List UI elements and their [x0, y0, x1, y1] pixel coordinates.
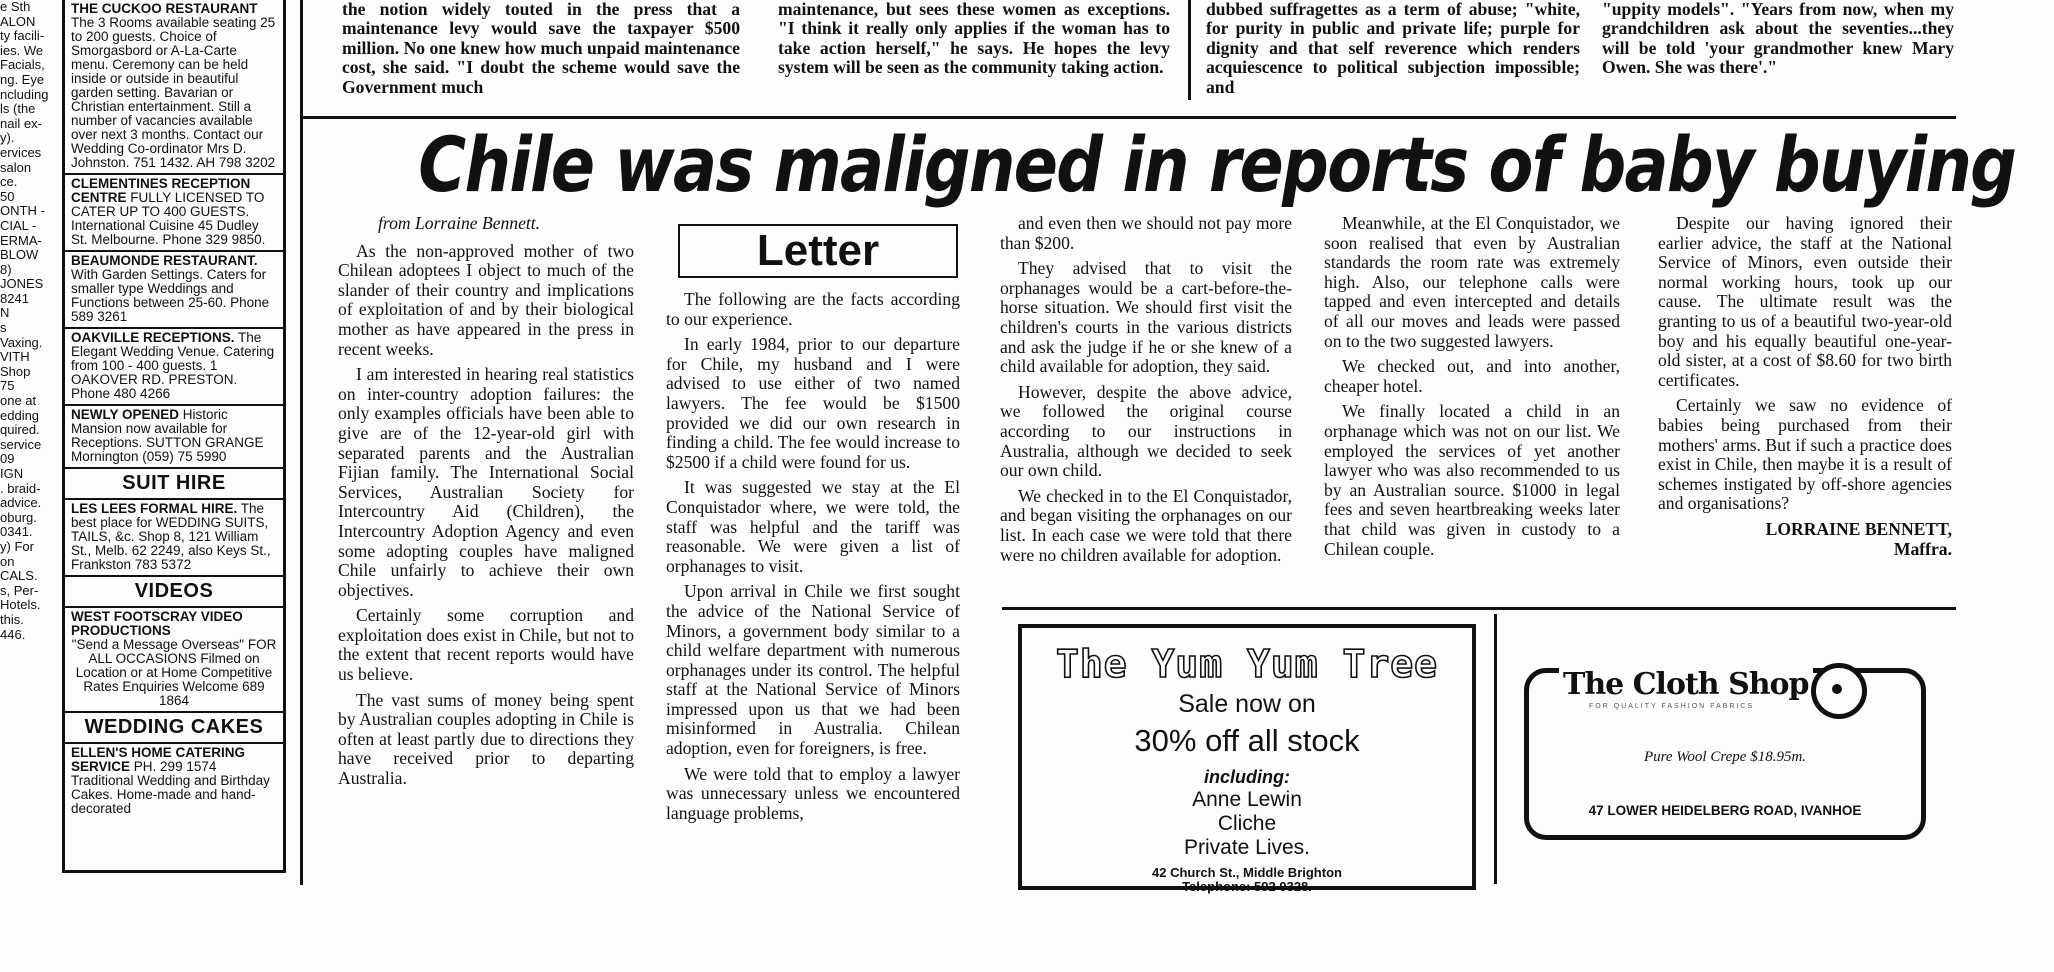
- top-strip-col2: maintenance, but sees these women as exceptions. "I think it really only applies if the woman has to take action herself," he says. He hopes the levy system will be seen as the community taking action.: [778, 0, 1170, 78]
- cropped-text-line: 09: [0, 452, 15, 467]
- article-headline: Chile was maligned in reports of baby buying: [418, 120, 2016, 209]
- cropped-text-line: ALON: [0, 14, 36, 29]
- cropped-text-line: nail ex-: [0, 116, 42, 131]
- column-rule: [300, 0, 303, 885]
- article-paragraph: I am interested in hearing real statistics on inter-country adoption failures: the only examples officials have been able to give are of the 12-year-old girl with separated parents and the Australian Fijian family. The International Social Services, Australian Society for Intercountry Aid (Children), the Intercountry Adoption Agency and even some adopting couples have maligned Chile unfairly to achieve their own objectives.: [338, 364, 634, 600]
- cropped-text-line: 446.: [0, 627, 26, 642]
- cropped-text-line: JONES: [0, 277, 44, 292]
- classified-entry: [65, 406, 283, 469]
- classified-entry: [65, 252, 283, 329]
- ad-title: The Cloth Shop: [1559, 667, 1813, 702]
- section-heading-wedding-cakes: WEDDING CAKES: [65, 713, 283, 744]
- cropped-text-line: advice.: [0, 496, 42, 511]
- cropped-text-line: ls (the: [0, 102, 36, 117]
- byline: from Lorraine Bennett.: [378, 213, 541, 233]
- cropped-text-line: quired.: [0, 423, 40, 438]
- article-paragraph: Certainly some corruption and exploitation does exist in Chile, but not to the extent that recent reports would have us believe.: [338, 605, 634, 685]
- cropped-text-line: ERMA-: [0, 233, 42, 248]
- cropped-text-line: ng. Eye: [0, 72, 45, 87]
- cropped-text-line: y) For: [0, 539, 34, 554]
- classified-title: THE CUCKOO RESTAURANT: [71, 1, 258, 16]
- cropped-text-line: service: [0, 437, 42, 452]
- article-column-3: [1000, 214, 1292, 571]
- classified-title: NEWLY OPENED: [71, 407, 180, 422]
- ad-tagline: FOR QUALITY FASHION FABRICS: [1589, 703, 1755, 710]
- yum-yum-tree-ad: [1018, 624, 1476, 894]
- top-strip-col1: the notion widely touted in the press that a maintenance levy would save the taxpayer $500 million. No one knew how much unpaid maintenance cost, she said. "I doubt the scheme would save the Government much: [342, 0, 740, 97]
- ad-discount-line: 30% off all stock: [1134, 723, 1360, 758]
- article-paragraph: The following are the facts according to our experience.: [666, 289, 960, 329]
- cropped-text-line: IGN: [0, 467, 24, 481]
- ad-divider: [1494, 614, 1497, 884]
- ad-brand: Private Lives.: [1183, 836, 1311, 859]
- classified-body: The best place for WEDDING SUITS, TAILS, &c. Shop 8, 121 William St., Melb. 62 2249, also Keys St., Frankston 783 5372: [71, 501, 271, 572]
- classified-body: With Garden Settings. Caters for smaller type Weddings and Functions between 25-60. Phone 589 3261: [71, 267, 270, 324]
- cropped-text-line: 75: [0, 379, 15, 394]
- classified-title: WEST FOOTSCRAY VIDEO PRODUCTIONS: [71, 609, 243, 638]
- signature-name: LORRAINE BENNETT,: [1765, 518, 1952, 539]
- cropped-text-line: CALS.: [0, 569, 38, 584]
- article-column-2: [666, 290, 960, 829]
- cropped-text-line: oburg.: [0, 510, 37, 525]
- cropped-text-line: ies. We: [0, 43, 44, 58]
- cropped-text-line: ervices: [0, 145, 42, 160]
- article-paragraph: They advised that to visit the orphanages would be a cart-before-the-horse situation. We should first visit the children's courts in the various districts and ask the judge if he or she knew of a child available for adoption, they said.: [1000, 258, 1292, 377]
- classified-entry: [65, 329, 283, 406]
- article-paragraph: It was suggested we stay at the El Conquistador where, we were told, the staff was helpful and the tariff was reasonable. We were given a list of orphanages to visit.: [666, 477, 960, 576]
- cropped-left-column: [0, 0, 56, 642]
- article-paragraph: We were told that to employ a lawyer was unnecessary unless we encountered language problems,: [666, 763, 960, 823]
- cropped-text-line: 8): [0, 262, 12, 277]
- classified-body: "Send a Message Overseas" FOR ALL OCCASIONS Filmed on Location or at Home Competitive Rates Enquiries Welcome 689 1864: [71, 637, 277, 708]
- letter-label-box: Letter: [678, 224, 958, 278]
- cropped-text-line: on: [0, 554, 15, 569]
- classified-body: The 3 Rooms available seating 25 to 200 guests. Choice of Smorgasbord or A-La-Carte menu. Ceremony can be held inside or outside in beautiful garden setting. Bavarian or Christian entertainment. Still a number of vacancies available over next 3 months. Contact our Wedding Co-ordinator Mrs D. Johnston. 751 1432. AH 798 3202: [71, 15, 276, 170]
- article-paragraph: We checked in to the El Conquistador, and began visiting the orphanages on our list. In each case we were told that there were no children available for adoption.: [1000, 485, 1292, 565]
- cropped-text-line: y).: [0, 131, 15, 146]
- classified-entry: [65, 500, 283, 577]
- article-paragraph: As the non-approved mother of two Chilean adoptees I object to much of the slander of their country and implications of exploitation of and by their biological mother as have appeared in the press in recent weeks.: [338, 240, 634, 359]
- cropped-text-line: 0341.: [0, 525, 33, 540]
- cropped-text-line: 50: [0, 189, 15, 204]
- classified-body: The Elegant Wedding Venue. Catering from 100 - 400 guests. 1 OAKOVER RD. PRESTON. Phone 480 4266: [71, 330, 275, 401]
- classified-title: LES LEES FORMAL HIRE.: [71, 501, 238, 516]
- ad-sale-line: Sale now on: [1178, 690, 1316, 718]
- article-paragraph: Upon arrival in Chile we first sought the advice of the National Service of Minors, a government body similar to a child welfare department with numerous orphanages under its control. The helpful staff at the National Service of Minors impressed upon us that we had been misinformed in Australia. Chilean adoption, even for foreigners, is free.: [666, 581, 960, 759]
- cropped-text-line: CIAL -: [0, 218, 37, 233]
- cropped-text-line: salon: [0, 160, 32, 175]
- section-heading-videos: VIDEOS: [65, 577, 283, 608]
- cropped-text-line: 8241: [0, 291, 29, 306]
- article-paragraph: Despite our having ignored their earlier advice, the staff at the National Service of Minors, even outside their normal working hours, took up our cause. The ultimate result was the granting to us of a beautiful two-year-old boy and his equally beautiful one-year-old sister, at a cost of $8.60 for two birth certificates.: [1658, 213, 1952, 390]
- article-paragraph: In early 1984, prior to our departure for Chile, my husband and I were advised to use either of two named lawyers. The fee would be $1500 provided we did our own research in finding a child. The fee would increase to $2500 if a child were found for us.: [666, 334, 960, 472]
- classified-entry: [65, 0, 283, 175]
- ad-brand: Anne Lewin: [1192, 788, 1302, 811]
- article-paragraph: The vast sums of money being spent by Australian couples adopting in Chile is often at least partly due to directions they have received prior to departing Australia.: [338, 689, 634, 789]
- cropped-text-line: ty facili-: [0, 29, 45, 44]
- ad-brand: Cliche: [1217, 812, 1277, 835]
- classified-entry: [65, 175, 283, 252]
- cropped-text-line: Facials,: [0, 58, 45, 73]
- ad-title: The Yum Yum Tree: [1055, 642, 1439, 686]
- cloth-shop-ad: [1524, 668, 1926, 840]
- cropped-text-line: Hotels.: [0, 598, 41, 613]
- cropped-text-line: edding: [0, 408, 40, 423]
- classified-body: Historic Mansion now available for Receptions. SUTTON GRANGE Mornington (059) 75 5990: [71, 407, 264, 464]
- classified-body: FULLY LICENSED TO CATER UP TO 400 GUESTS. International Cuisine 45 Dudley St. Melbourne. Phone 329 9850.: [71, 190, 266, 247]
- cropped-text-line: this.: [0, 612, 24, 627]
- article-paragraph: We checked out, and into another, cheaper hotel.: [1324, 356, 1620, 396]
- ad-section-rule: [1002, 607, 1956, 610]
- article-paragraph: Meanwhile, at the El Conquistador, we soon realised that even by Australian standards the room rate was extremely high. Also, our telephone calls were tapped and even intercepted and details of all our moves and leads were passed on to the two suggested lawyers.: [1324, 213, 1620, 351]
- classified-entry: [65, 744, 283, 819]
- classified-title: ELLEN'S HOME CATERING SERVICE: [71, 745, 245, 774]
- cropped-text-line: e Sth: [0, 0, 31, 14]
- article-column-5: [1658, 214, 1952, 559]
- ad-address: 42 Church St., Middle Brighton: [1152, 865, 1342, 880]
- article-paragraph: We finally located a child in an orphanage which was not on our list. We employed the services of yet another lawyer who was also recommended to us by an Australian source. $1000 in legal fees and seven heartbreaking weeks later that child was given in custody to a Chilean couple.: [1324, 401, 1620, 559]
- cropped-text-line: N: [0, 306, 10, 321]
- column-rule: [1188, 0, 1191, 100]
- cropped-text-line: ce.: [0, 175, 18, 190]
- classified-title: OAKVILLE RECEPTIONS.: [71, 330, 235, 345]
- headline-top-rule: [300, 116, 1956, 119]
- classified-body: PH. 299 1574 Traditional Wedding and Birthday Cakes. Home-made and hand-decorated: [71, 759, 270, 816]
- cropped-text-line: s, Per-: [0, 583, 39, 598]
- cropped-text-line: Vaxing.: [0, 335, 43, 350]
- classifieds-column: [62, 0, 286, 873]
- top-strip-col4: "uppity models". "Years from now, when my grandchildren ask about the seventies...they will be told 'your grandmother knew Mary Owen. She was there'.": [1602, 0, 1954, 78]
- thread-spool-icon: [1811, 663, 1867, 719]
- classified-title: CLEMENTINES RECEPTION CENTRE: [71, 176, 251, 205]
- cropped-text-line: Shop: [0, 364, 31, 379]
- cropped-text-line: one at: [0, 394, 37, 409]
- signature-place: Maffra.: [1893, 538, 1952, 559]
- cropped-text-line: ncluding: [0, 87, 49, 102]
- article-column-1: [338, 214, 634, 795]
- classified-title: BEAUMONDE RESTAURANT.: [71, 253, 258, 268]
- ad-phone: Telephone: 592 9328.: [1182, 879, 1312, 894]
- ad-address: 47 LOWER HEIDELBERG ROAD, IVANHOE: [1588, 803, 1862, 818]
- article-paragraph: Certainly we saw no evidence of babies being purchased from their mothers' arms. But if such a practice does exist in Chile, then maybe it is a result of schemes instigated by off-shore agencies and organisations?: [1658, 395, 1952, 514]
- section-heading-suit-hire: SUIT HIRE: [65, 469, 283, 500]
- cropped-text-line: s: [0, 321, 7, 336]
- ad-including: including:: [1204, 767, 1290, 787]
- article-paragraph: However, despite the above advice, we followed the original course according to our instructions in Australia, although we decided to seek our own child.: [1000, 381, 1292, 481]
- top-strip-col3: dubbed suffragettes as a term of abuse; "white, for purity in public and private life; purple for dignity and that self reverence which renders acquiescence to political subjection impossible; and: [1206, 0, 1580, 97]
- article-paragraph: and even then we should not pay more than $200.: [1000, 213, 1292, 253]
- cropped-text-line: BLOW: [0, 248, 39, 263]
- cropped-text-line: . braid-: [0, 481, 41, 496]
- classified-entry: [65, 608, 283, 713]
- cropped-text-line: ONTH -: [0, 204, 45, 219]
- article-column-4: [1324, 214, 1620, 565]
- cropped-text-line: VITH: [0, 350, 30, 365]
- ad-offer: Pure Wool Crepe $18.95m.: [1643, 749, 1807, 765]
